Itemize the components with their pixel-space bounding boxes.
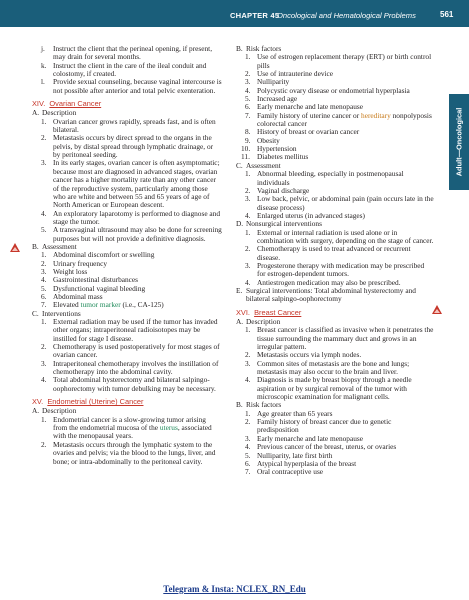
subsection-heading: A. Description	[236, 317, 281, 326]
list-item: 4. Diagnosis is made by breast biopsy through a needle aspiration or by surgical removal of the tumor with microscopic examination for malignant cells.	[245, 375, 412, 402]
list-item: 3. In its early stages, ovarian cancer is often asymptomatic; because most are diagnosed in advanced stages, ovarian cancer has a higher mortality rate than any other cancer of the reproductive system, particularly among those who are white and between 55 and 65 years of age of North American or European descent.	[41, 158, 220, 210]
subsection-heading: E. Surgical interventions: Total abdominal hysterectomy and bilateral salpingo-oophorectomy	[236, 285, 416, 304]
list-item: 6. Abdominal mass	[41, 291, 103, 301]
subsection-heading: A. Description	[32, 108, 77, 118]
list-item: 6. Early menarche and late menopause	[245, 102, 364, 112]
section-heading-breast: XVI. Breast Cancer	[236, 309, 434, 317]
subsection-heading: D. Nonsurgical interventions	[236, 219, 322, 229]
list-item: 3. Intraperitoneal chemotherapy involves the instillation of chemotherapy into the abdominal cavity.	[41, 358, 219, 377]
list-item: 5. Nulliparity, late first birth	[245, 450, 333, 460]
list-item: 8. History of breast or ovarian cancer	[245, 127, 360, 137]
list-item: 4. Previous cancer of the breast, uterus, or ovaries	[245, 442, 397, 452]
priority-triangle-icon	[10, 243, 20, 252]
list-item: 1. Endometrial cancer is a slow-growing tumor arising from the endometrial mucosa of the uterus, associated with the menopausal years.	[41, 414, 212, 441]
highlighted-term: uterus	[159, 423, 178, 433]
side-tab	[449, 94, 469, 190]
list-item: 5. Dysfunctional vaginal bleeding	[41, 283, 146, 293]
list-item: 4. Polycystic ovary disease or endometrial hyperplasia	[245, 85, 410, 95]
list-item: 4. Gastrointestinal disturbances	[41, 275, 139, 285]
subsection-heading: B. Assessment	[32, 243, 222, 251]
list-item: 1. Abdominal discomfort or swelling	[41, 250, 155, 260]
footer-link[interactable]: Telegram & Insta: NCLEX_RN_Edu	[163, 584, 306, 594]
list-item: 2. Metastasis occurs via lymph nodes.	[245, 350, 362, 360]
list-item: 1. External radiation may be used if the tumor has invaded other organs; intraperitoneal radioisotopes may be instilled for stage I disease.	[41, 317, 218, 343]
subsection-heading: B. Risk factors	[236, 400, 282, 410]
list-item: k. Instruct the client in the care of the ileal conduit and colostomy, if created.	[41, 60, 207, 79]
list-item: 3. Weight loss	[41, 266, 88, 276]
list-item: 1. Use of estrogen replacement therapy (ERT) or birth control pills	[245, 52, 432, 70]
list-item: j. Instruct the client that the perineal opening, if present, may drain for several months.	[41, 44, 213, 62]
list-item: 7. Elevated tumor marker (i.e., CA-125)	[41, 300, 164, 310]
list-item: 1. External or internal radiation is used alone or in combination with surgery, depending on the stage of cancer.	[245, 227, 434, 245]
list-item: 3. Nulliparity	[245, 77, 290, 87]
left-column	[32, 45, 222, 466]
chapter-title: Oncological and Hematological Problems	[277, 11, 416, 20]
list-item: 2. Metastasis occurs through the lymphatic system to the ovaries and pelvis; via the blood to the lungs, liver, and bone; or intra-abdominally to the peritoneal cavity.	[41, 439, 216, 466]
priority-triangle-icon	[432, 305, 442, 314]
list-item: 3. Common sites of metastasis are the bone and lungs; metastasis may also occur to the brain and liver.	[245, 358, 410, 377]
page-header	[0, 0, 469, 27]
list-item: 1. Age greater than 65 years	[245, 408, 333, 418]
subsection-heading: C. Assessment	[236, 160, 281, 170]
right-column	[236, 45, 434, 477]
list-item: 9. Obesity	[245, 135, 280, 145]
page-number: 561	[440, 10, 454, 19]
list-item: 2. Vaginal discharge	[245, 185, 310, 195]
list-item: 7. Family history of uterine cancer or hereditary nonpolyposis colorectal cancer	[245, 110, 432, 129]
list-item: 5. Increased age	[245, 94, 298, 104]
list-item: 4. An exploratory laparotomy is performed to diagnose and stage the tumor.	[41, 208, 221, 226]
list-item: 4. Enlarged uterus (in advanced stages)	[245, 210, 365, 220]
list-item: 2. Urinary frequency	[41, 258, 108, 268]
section-heading-ovarian: XIV. Ovarian Cancer	[32, 99, 102, 109]
subsection-heading: C. Interventions	[32, 308, 81, 318]
list-item: 5. A transvaginal ultrasound may also be done for screening purposes but will not provide a definitive diagnosis.	[41, 225, 222, 243]
list-item: 4. Antiestrogen medication may also be prescribed.	[245, 277, 401, 287]
highlighted-term: tumor marker	[80, 300, 121, 310]
list-item: 7. Oral contraceptive use	[245, 467, 324, 477]
list-item: 3. Low back, pelvic, or abdominal pain (pain occurs late in the disease process)	[245, 194, 434, 212]
list-item: 11. Diabetes mellitus	[241, 152, 309, 162]
list-item: 1. Abnormal bleeding, especially in postmenopausal individuals	[245, 169, 404, 187]
section-heading-endometrial: XV. Endometrial (Uterine) Cancer	[32, 397, 144, 407]
list-item: 2. Family history of breast cancer due to genetic predisposition	[245, 417, 392, 435]
list-item: l. Provide sexual counseling, because vaginal intercourse is not possible after anterior and total pelvic exenteration.	[41, 77, 222, 95]
list-item: 3. Progesterone therapy with medication may be prescribed for estrogen-dependent tumors.	[245, 260, 425, 279]
list-item: 2. Chemotherapy is used to treat advanced or recurrent disease.	[245, 244, 411, 262]
list-item: 10. Hypertension	[241, 144, 297, 154]
list-item: 1. Ovarian cancer grows rapidly, spreads fast, and is often bilateral.	[41, 116, 216, 135]
list-item: 2. Chemotherapy is used postoperatively for most stages of ovarian cancer.	[41, 342, 220, 360]
chapter-number: CHAPTER 45	[230, 11, 280, 20]
list-item: 1. Breast cancer is classified as invasive when it penetrates the tissue surrounding the mammary duct and grows in an irregular pattern.	[245, 325, 434, 352]
list-item: 2. Metastasis occurs by direct spread to the organs in the pelvis, by distal spread through lymphatic drainage, or by peritoneal seeding.	[41, 133, 214, 160]
subsection-heading: B. Risk factors	[236, 44, 282, 53]
subsection-heading: A. Description	[32, 406, 77, 416]
highlighted-term: hereditary	[361, 110, 391, 120]
list-item: 3. Early menarche and late menopause	[245, 433, 364, 443]
side-tab-label: Adult—Oncological	[454, 107, 464, 177]
list-item: 2. Use of intrauterine device	[245, 69, 334, 79]
list-item: 4. Total abdominal hysterectomy and bilateral salpingo-oophorectomy with tumor debulking may be necessary.	[41, 375, 216, 393]
list-item: 6. Atypical hyperplasia of the breast	[245, 458, 357, 468]
